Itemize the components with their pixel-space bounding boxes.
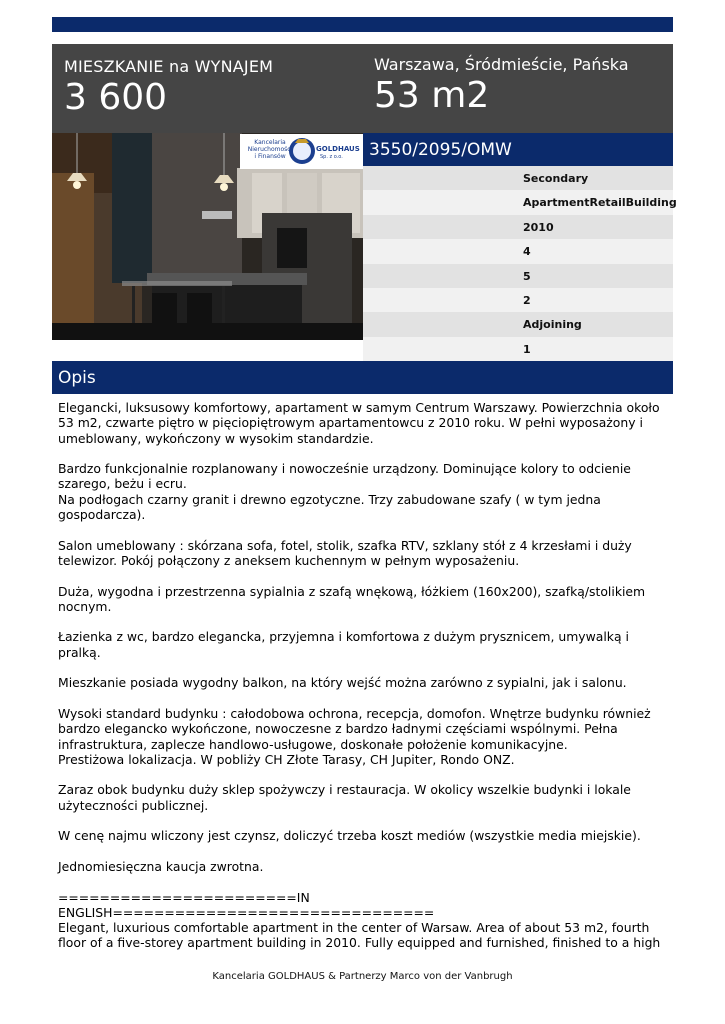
listing-price: 3 600 xyxy=(64,77,168,118)
logo-line-3: i Finansów xyxy=(254,153,286,160)
spec-row xyxy=(363,166,673,190)
logo-brand: GOLDHAUS xyxy=(316,145,360,153)
spec-value: Secondary xyxy=(523,172,589,185)
section-title: Opis xyxy=(58,368,96,388)
description-section-header xyxy=(52,361,673,394)
logo-line-1: Kancelaria xyxy=(254,139,286,146)
reference-bar xyxy=(363,133,673,166)
spec-table xyxy=(363,166,677,361)
spec-row xyxy=(363,312,673,336)
spec-value: 2 xyxy=(523,293,531,307)
logo-sub: Sp. z o.o. xyxy=(320,154,343,160)
spec-row xyxy=(363,190,677,214)
listing-area: 53 m2 xyxy=(374,75,490,116)
reference-number: 3550/2095/OMW xyxy=(369,140,512,160)
spec-value: Adjoining xyxy=(523,318,582,332)
logo-line-2: Nieruchomości xyxy=(247,146,293,153)
listing-location: Warszawa, Śródmieście, Pańska xyxy=(374,55,629,74)
listing-header xyxy=(52,44,673,133)
apartment-photo xyxy=(52,133,363,340)
spec-value: 1 xyxy=(523,342,531,356)
spec-row xyxy=(363,337,673,361)
spec-value: 4 xyxy=(523,245,531,259)
spec-value: 2010 xyxy=(523,220,554,234)
spec-value: 5 xyxy=(523,269,531,283)
spec-row xyxy=(363,288,673,312)
logo-company-text xyxy=(242,139,298,160)
top-accent-bar xyxy=(52,17,673,32)
page-footer: Kancelaria GOLDHAUS & Partnerzy Marco von der Vanbrugh xyxy=(212,971,513,982)
spec-value: ApartmentRetailBuilding xyxy=(523,196,677,210)
description-text: Elegancki, luksusowy komfortowy, apartament w samym Centrum Warszawy. Powierzchnia około 53 m2, czwarte piętro w pięciopiętrowym apartamentowcu z 2010 roku. W pełni wyposażony i umeblowany, wykończony w wysokim standardzie. Bardzo funkcjonalnie rozplanowany i nowocześnie urządzony. Dominujące kolory to odcienie szarego, beżu i ecru. Na podłogach czarny granit i drewno egzotyczne. Trzy zabudowane szafy ( w tym jedna gospodarcza). Salon umeblowany : skórzana sofa, fotel, stolik, szafka RTV, szklany stół z 4 krzesłami i duży telewizor. Pokój połączony z aneksem kuchennym w pełnym wyposażeniu. Duża, wygodna i przestrzenna sypialnia z szafą wnękową, łóżkiem (160x200), szafką/stolikiem nocnym. Łazienka z wc, bardzo elegancka, przyjemna i komfortowa z dużym prysznicem, umywalką i pralką. Mieszkanie posiada wygodny balkon, na który wejść można zarówno z sypialni, jak i salonu. Wysoki standard budynku : całodobowa ochrona, recepcja, domofon. Wnętrze budynku również bardzo elegancko wykończone, nowoczesne z bardzo ładnymi częściami wspólnymi. Pełna infrastruktura, zaplecze handlowo-usługowe, doskonałe położenie komunikacyjne. Prestiżowa lokalizacja. W pobliży CH Złote Tarasy, CH Jupiter, Rondo ONZ. Zaraz obok budynku duży sklep spożywczy i restauracja. W okolicy wszelkie budynki i lokale użyteczności publicznej. W cenę najmu wliczony jest czynsz, doliczyć trzeba koszt mediów (wszystkie media miejskie). Jednomiesięczna kaucja zwrotna. =======================IN ENGLISH=============================== Elegant, luxurious comfortable apartment in the center of Warsaw. Area of about 53 m2, fourth floor of a five-storey apartment building in 2010. Fully equipped and furnished, finished to a high xyxy=(58,400,661,951)
spec-row xyxy=(363,215,673,239)
spec-row xyxy=(363,264,673,288)
listing-type: MIESZKANIE na WYNAJEM xyxy=(64,57,274,76)
spec-row xyxy=(363,239,673,263)
